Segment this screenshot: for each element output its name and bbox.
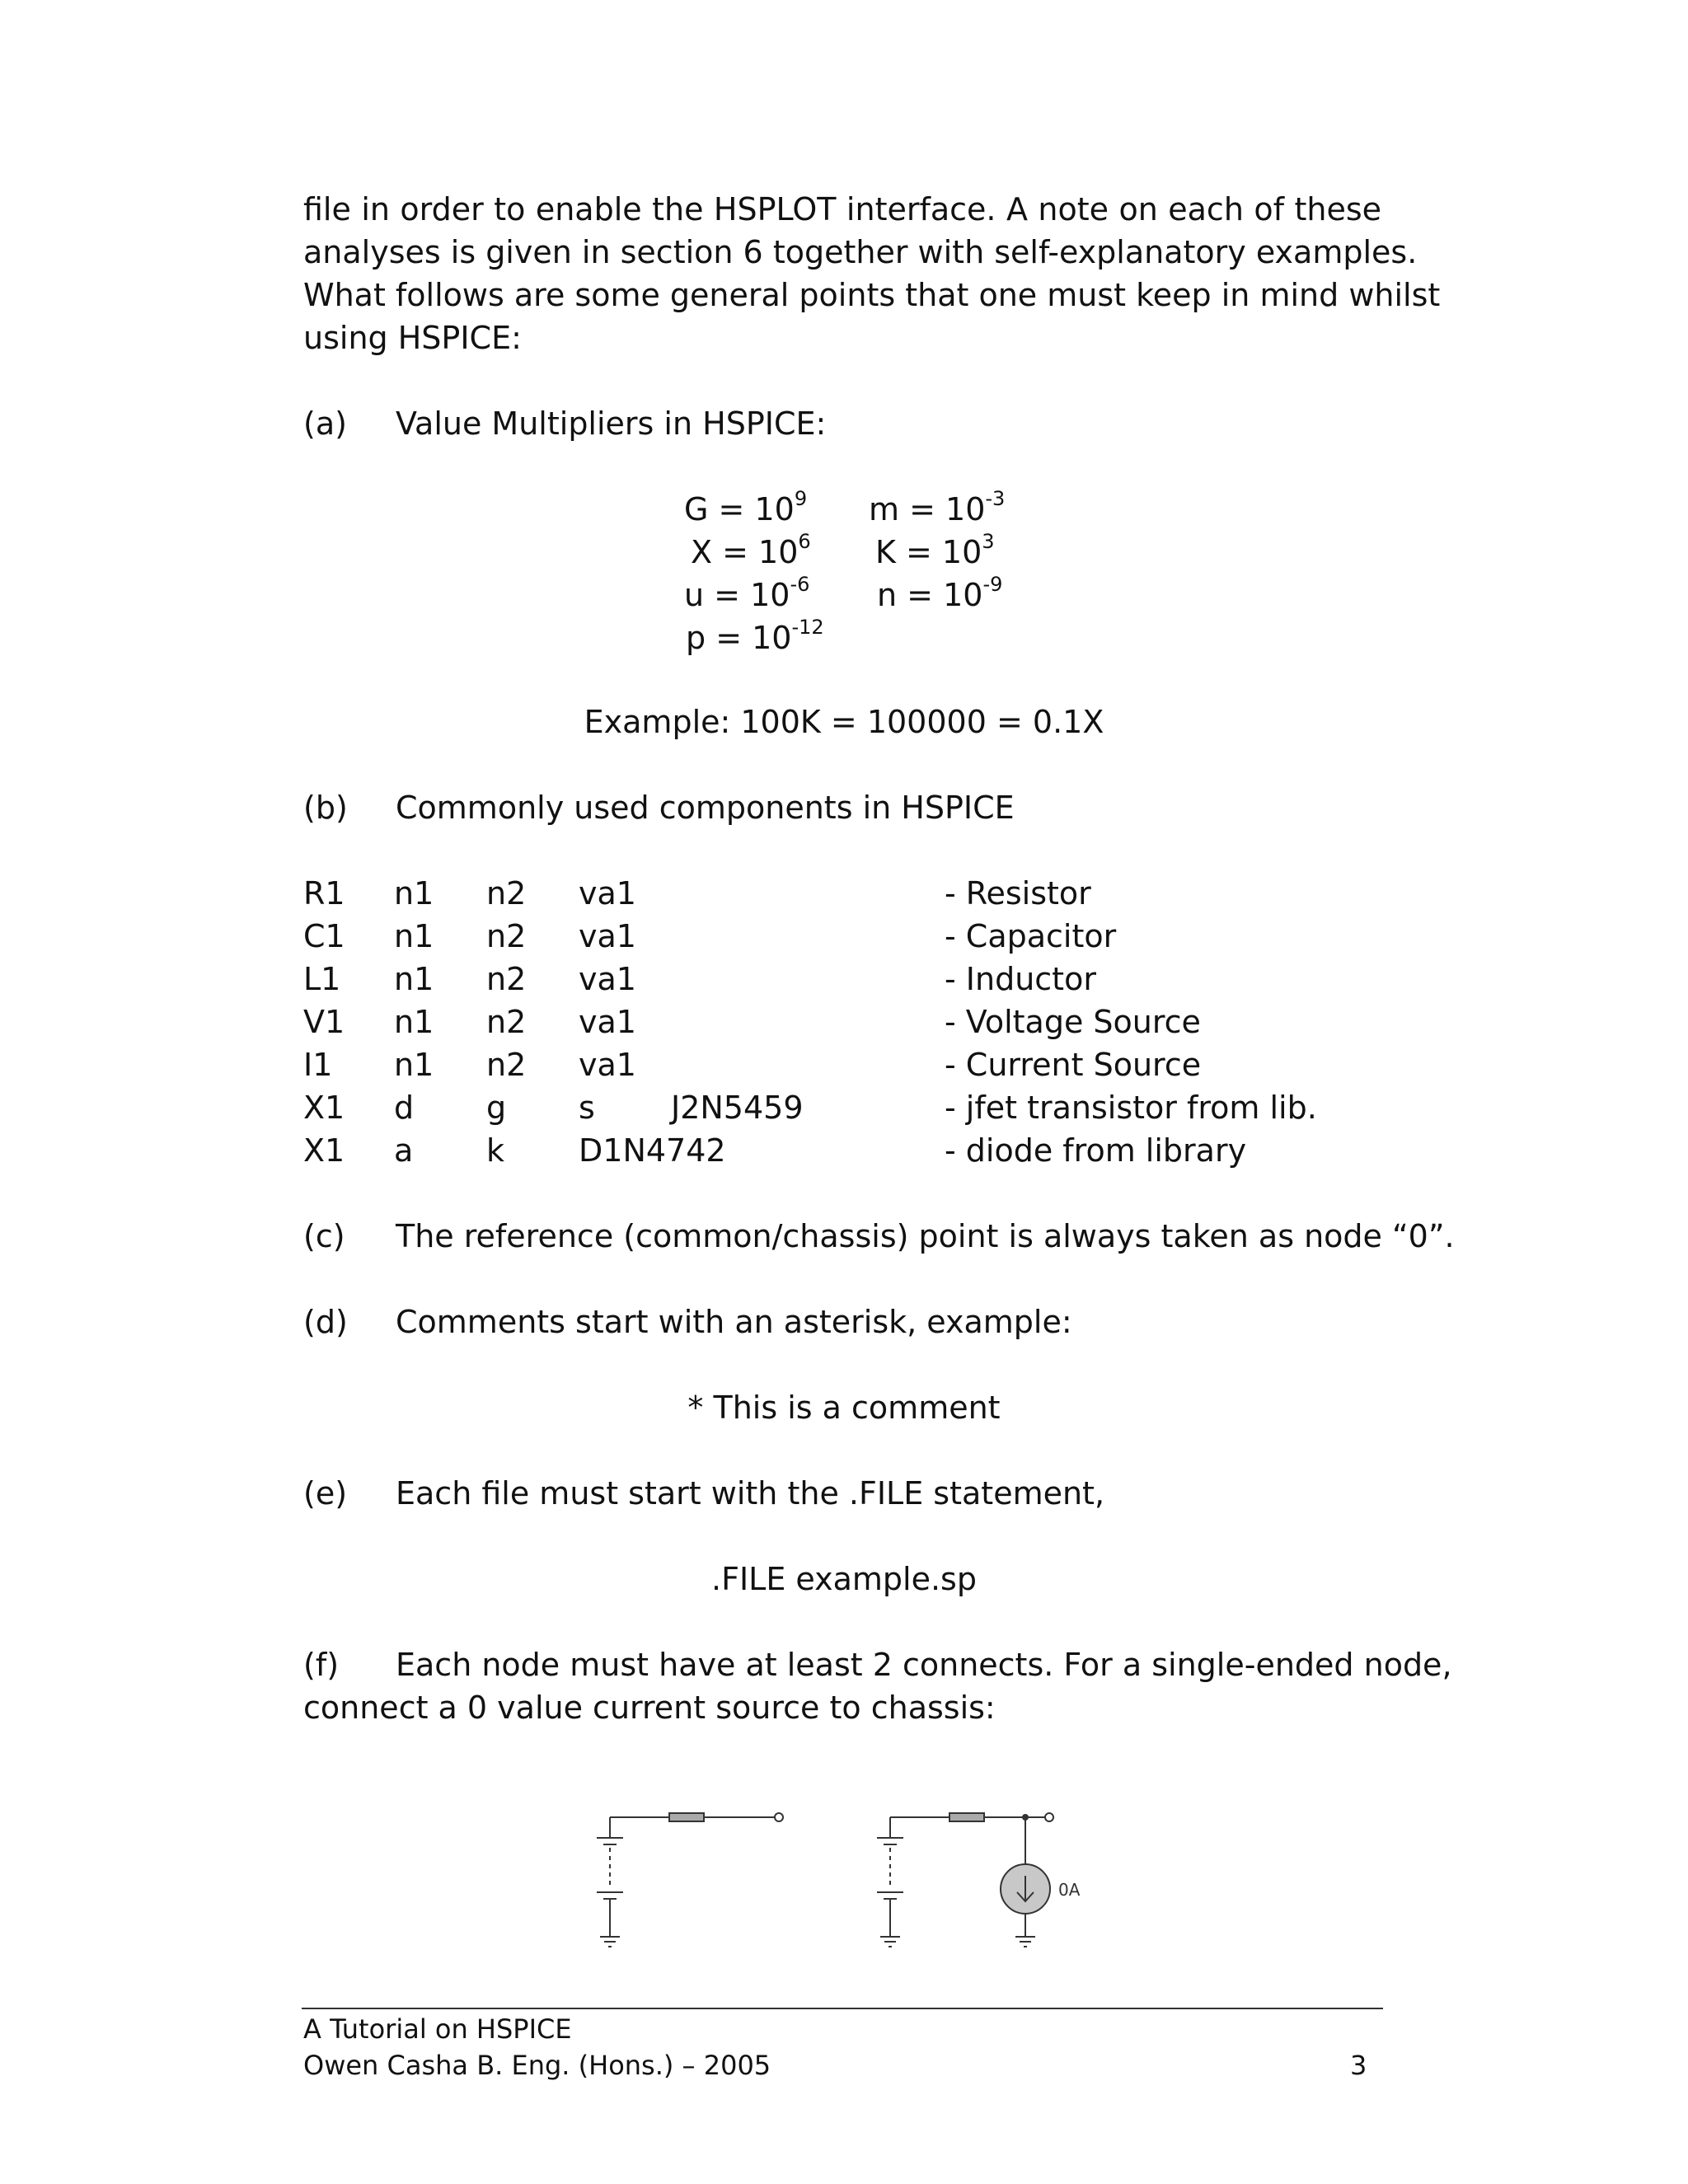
multiplier-kilo: $K = 10^3$ [875, 530, 995, 570]
circuit-left [597, 1813, 783, 1947]
item-a-text: Value Multipliers in HSPICE: [396, 405, 827, 442]
resistor-icon [669, 1813, 704, 1821]
item-c-label: (c) [303, 1218, 345, 1254]
multiplier-giga: $G = 10^9$ [684, 487, 808, 527]
item-e-text: Each file must start with the .FILE statement, [396, 1475, 1105, 1511]
multiplier-micro: $u = 10^{-6}$ [684, 573, 810, 613]
item-e-label: (e) [303, 1475, 348, 1511]
page-number: 3 [1350, 2050, 1367, 2081]
footer-author: Owen Casha B. Eng. (Hons.) – 2005 [303, 2050, 771, 2081]
item-f-label: (f) [303, 1647, 340, 1683]
file-example: .FILE example.sp [711, 1561, 977, 1597]
multiplier-pico: $p = 10^{-12}$ [686, 616, 824, 656]
circuit-diagram [577, 1788, 1104, 1970]
comment-example: * This is a comment [687, 1390, 1001, 1426]
multiplier-example: Example: 100K = 100000 = 0.1X [584, 704, 1104, 740]
footer-title: A Tutorial on HSPICE [303, 2013, 572, 2045]
circuit-right [877, 1813, 1053, 1947]
intro-line: file in order to enable the HSPLOT interface. A note on each of these [303, 191, 1381, 227]
intro-line: analyses is given in section 6 together with self-explanatory examples. [303, 234, 1418, 270]
item-f-line: Each node must have at least 2 connects. For a single-ended node, [396, 1647, 1452, 1683]
intro-line: using HSPICE: [303, 320, 522, 356]
intro-paragraph [303, 188, 1441, 359]
footer-divider [302, 2008, 1383, 2009]
item-f-line: connect a 0 value current source to chassis: [303, 1690, 996, 1726]
multiplier-nano: $n = 10^{-9}$ [877, 573, 1003, 613]
item-a-label: (a) [303, 405, 347, 442]
item-b-label: (b) [303, 790, 348, 826]
terminal-node-icon [1045, 1813, 1053, 1821]
item-d-label: (d) [303, 1304, 348, 1340]
current-source-label: 0A [1058, 1880, 1081, 1900]
document-page: file in order to enable the HSPLOT interface. A note on each of these analyses is given in section 6 together with self-explanatory examples. What follows are some general points that one must keep in mind whilst using HSPICE: (a) Value Multipliers in HSPICE: $G = 10^9$ $X = 10^6$ $u = 10^{-6}$ $p = 10^{-12}$ $m = 10^{-3}$ $K = 10^3$ $n = 10^{-9}$ Example: 100K = 100000 = 0.1X (b) Commonly used components in HSPICE R1 n1 n2 va1 - Resistor C1 n1 n2 va1 - Capacitor L1 n1 n2 va1 - Inductor V1 n1 n2 va1 - Voltage Source I1 n1 n2 va1 - Current Source X1 d g s J2N5459 - jfet transistor from lib. X1 a k D1N4742 - diode from library (c) The reference (common/chassis) point is always taken as node “0”. (d) Comments start with an asterisk, example: * This is a comment (e) Each file must start with the .FILE statement, .FILE example.sp (f) Each node must have at least 2 connects. For a single-ended node, connect a 0 value current source to chassis: 0A A Tutorial on HSPICE Owen Casha B. Eng. (Hons.) – 2005 3 [0, 0, 1688, 2184]
terminal-node-icon [775, 1813, 783, 1821]
intro-line: What follows are some general points that one must keep in mind whilst [303, 277, 1441, 313]
item-f-text [396, 1643, 1452, 1686]
item-b-text: Commonly used components in HSPICE [396, 790, 1015, 826]
multiplier-milli: $m = 10^{-3}$ [869, 487, 1006, 527]
item-c-text: The reference (common/chassis) point is always taken as node “0”. [396, 1218, 1455, 1254]
item-d-text: Comments start with an asterisk, example: [396, 1304, 1072, 1340]
multiplier-mega: $X = 10^6$ [691, 530, 811, 570]
resistor-icon [950, 1813, 984, 1821]
